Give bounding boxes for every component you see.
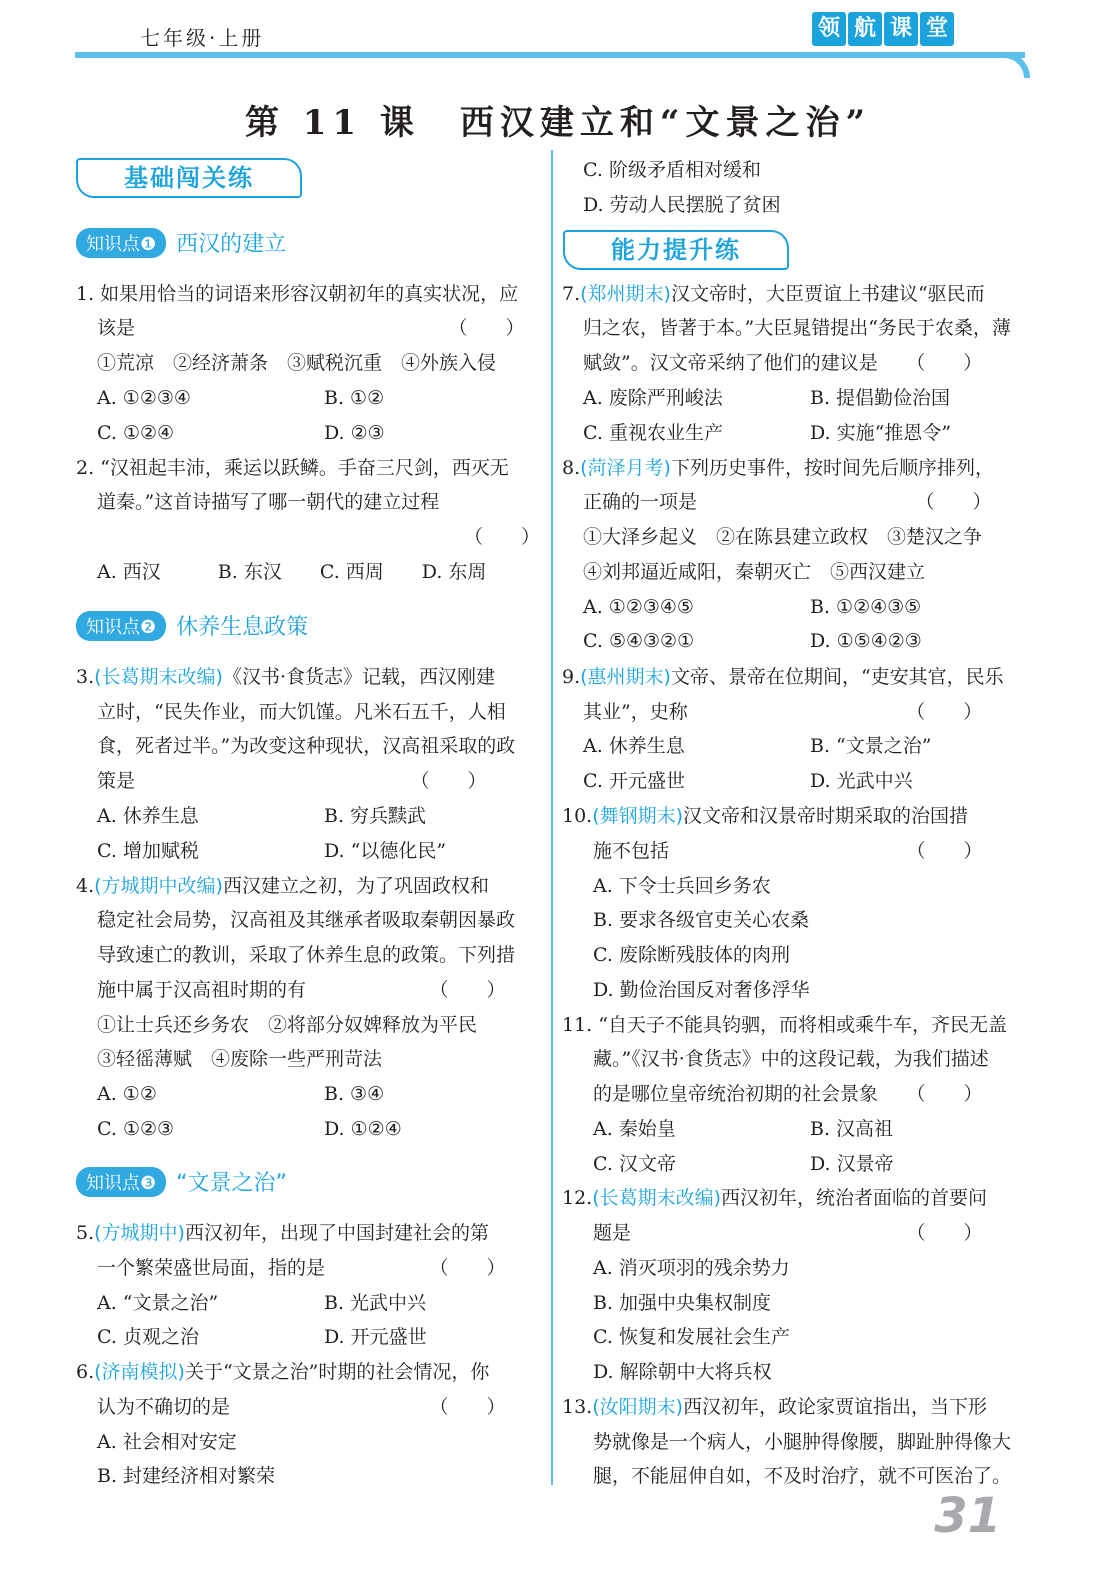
- question-line: [76, 1221, 489, 1245]
- question-source: (舞钢期末): [592, 805, 684, 827]
- knowledge-point-3: [76, 1166, 287, 1197]
- question-line: 1. 如果用恰当的词语来形容汉朝初年的真实状况，应: [76, 283, 519, 305]
- question-source: (汝阳期末): [592, 1396, 684, 1418]
- option: B. ③④: [324, 1083, 385, 1105]
- question-line: 腿，不能屈伸自如，不及时治疗，就不可医治了。: [593, 1465, 1012, 1487]
- option: A. 休养生息: [97, 805, 199, 827]
- question-text: 《汉书·食货志》记载，西汉刚建: [222, 666, 496, 688]
- question-text: 西汉初年，统治者面临的首要问: [721, 1187, 988, 1209]
- option: C. 重视农业生产: [583, 422, 723, 444]
- option: D. 汉景帝: [810, 1153, 894, 1175]
- option: D. 勤俭治国反对奢侈浮华: [593, 979, 810, 1001]
- option: D. ①②④: [324, 1118, 402, 1140]
- option: B. 提倡勤俭治国: [810, 387, 951, 409]
- option: A. ①②: [97, 1083, 157, 1105]
- brand-char: 领: [812, 12, 846, 46]
- question-text: 西汉初年，出现了中国封建社会的第: [184, 1222, 489, 1244]
- option: C. 阶级矛盾相对缓和: [583, 159, 761, 181]
- question-number: 3.: [76, 666, 95, 688]
- question-source: (方城期中): [94, 1222, 185, 1244]
- question-line: 势就像是一个病人，小腿肿得像腰，脚趾肿得像大: [593, 1431, 1012, 1453]
- kp-name: “文景之治”: [176, 1171, 287, 1196]
- brand-char: 航: [848, 12, 882, 46]
- question-number: 8.: [562, 457, 581, 479]
- question-line: 认为不确切的是 （ ）: [97, 1396, 506, 1418]
- question-source: (长葛期末改编): [94, 666, 223, 688]
- section-banner-advanced: 能力提升练: [563, 230, 789, 270]
- option: B. 要求各级官吏关心农桑: [593, 909, 810, 931]
- question-line: 正确的一项是 （ ）: [583, 491, 992, 513]
- question-line: 食，死者过半。”为改变这种现状，汉高祖采取的政: [97, 735, 516, 757]
- question-line: 一个繁荣盛世局面，指的是 （ ）: [97, 1257, 506, 1279]
- question-number: 4.: [76, 875, 95, 897]
- option: C. 汉文帝: [593, 1153, 676, 1175]
- option: C. ①②④: [97, 422, 175, 444]
- question-line: 的是哪位皇帝统治初期的社会景象 （ ）: [593, 1083, 983, 1105]
- question-source: (惠州期末): [580, 666, 671, 688]
- question-line: 11. “自天子不能具钧驷，而将相或乘牛车，齐民无盖: [562, 1014, 1007, 1036]
- question-number: 12.: [562, 1187, 593, 1209]
- option: A. 消灭项羽的残余势力: [593, 1257, 790, 1279]
- question-source: (济南模拟): [94, 1361, 185, 1383]
- column-divider: [551, 150, 553, 1485]
- question-line: 施中属于汉高祖时期的有 （ ）: [97, 979, 506, 1001]
- question-line: 道秦。”这首诗描写了哪一朝代的建立过程: [97, 491, 440, 513]
- question-source: (菏泽月考): [580, 457, 671, 479]
- question-line: 导致速亡的教训，采取了休养生息的政策。下列措: [97, 944, 516, 966]
- kp-tag: 知识点❸: [76, 1167, 166, 1197]
- option: D. 劳动人民摆脱了贫困: [583, 194, 781, 216]
- brand-char: 堂: [920, 12, 954, 46]
- brand-logo: [812, 12, 954, 46]
- question-line: [562, 456, 994, 480]
- option: C. ①②③: [97, 1118, 175, 1140]
- question-line: ①让士兵还乡务农 ②将部分奴婢释放为平民: [97, 1014, 478, 1036]
- option: D. ①⑤④②③: [810, 630, 922, 652]
- option: B. ①②: [324, 387, 385, 409]
- option: A. 废除严刑峻法: [583, 387, 723, 409]
- question-line: 施不包括 （ ）: [593, 840, 983, 862]
- question-source: (方城期中改编): [94, 875, 223, 897]
- question-line: ①荒凉 ②经济萧条 ③赋税沉重 ④外族入侵: [97, 352, 497, 374]
- question-line: 归之农，皆著于本。”大臣晁错提出“务民于农桑，薄: [583, 317, 1011, 339]
- question-line: [562, 282, 985, 306]
- question-text: 下列历史事件，按时间先后顺序排列，: [670, 457, 994, 479]
- question-number: 6.: [76, 1361, 95, 1383]
- option: A. 社会相对安定: [97, 1431, 237, 1453]
- option: C. 开元盛世: [583, 770, 685, 792]
- question-text: 关于“文景之治”时期的社会情况，你: [184, 1361, 490, 1383]
- question-line: [562, 1395, 987, 1419]
- question-line: 该是 （ ）: [97, 317, 525, 339]
- option: B. 汉高祖: [810, 1118, 894, 1140]
- question-text: 西汉初年，政论家贾谊指出，当下形: [683, 1396, 988, 1418]
- question-text: 西汉建立之初，为了巩固政权和: [222, 875, 489, 897]
- option: A. “文景之治”: [97, 1292, 219, 1314]
- kp-name: 西汉的建立: [176, 232, 287, 257]
- section-banner-basic: 基础闯关练: [76, 158, 302, 198]
- question-source: (长葛期末改编): [592, 1187, 722, 1209]
- option: D. 开元盛世: [324, 1326, 427, 1348]
- option: D. 解除朝中大将兵权: [593, 1361, 772, 1383]
- question-line: ③轻徭薄赋 ④废除一些严刑苛法: [97, 1048, 383, 1070]
- option: D. 实施“推恩令”: [810, 422, 952, 444]
- option: C. 增加赋税: [97, 840, 199, 862]
- question-line: 策是 （ ）: [97, 770, 487, 792]
- question-text: 文帝、景帝在位期间，“吏安其官，民乐: [670, 666, 1004, 688]
- question-line: ①大泽乡起义 ②在陈县建立政权 ③楚汉之争: [583, 526, 983, 548]
- option: D. “以德化民”: [324, 840, 447, 862]
- knowledge-point-1: [76, 227, 286, 258]
- knowledge-point-2: [76, 610, 308, 641]
- question-source: (郑州期末): [580, 283, 671, 305]
- option: C. 恢复和发展社会生产: [593, 1326, 790, 1348]
- option: B. 穷兵黩武: [324, 805, 427, 827]
- brand-char: 课: [884, 12, 918, 46]
- option: C. 贞观之治: [97, 1326, 199, 1348]
- question-number: 9.: [562, 666, 581, 688]
- question-line: 立时，“民失作业，而大饥馑。凡米石五千，人相: [97, 701, 506, 723]
- question-line: 题是 （ ）: [593, 1222, 983, 1244]
- kp-tag: 知识点❶: [76, 228, 166, 258]
- kp-name: 休养生息政策: [176, 615, 309, 640]
- question-text: 汉文帝和汉景帝时期采取的治国措: [683, 805, 969, 827]
- option: A. 下令士兵回乡务农: [593, 875, 771, 897]
- question-line: 2. “汉祖起丰沛，乘运以跃鳞。手奋三尺剑，西灭无: [76, 457, 509, 479]
- option: B. “文景之治”: [810, 735, 932, 757]
- question-line: 稳定社会局势，汉高祖及其继承者吸取秦朝因暴政: [97, 909, 516, 931]
- question-number: 10.: [562, 805, 593, 827]
- question-line: 藏。”《汉书·食货志》中的这段记载，为我们描述: [593, 1048, 989, 1070]
- option: D. 光武中兴: [810, 770, 913, 792]
- question-number: 13.: [562, 1396, 593, 1418]
- option: B. 封建经济相对繁荣: [97, 1465, 276, 1487]
- kp-tag: 知识点❷: [76, 611, 166, 641]
- option: A. 休养生息: [583, 735, 685, 757]
- option: A. ①②③④: [97, 387, 191, 409]
- option: B. 光武中兴: [324, 1292, 427, 1314]
- lesson-title: 第 11 课 西汉建立和“文景之治”: [244, 103, 872, 143]
- option: C. 废除断残肢体的肉刑: [593, 944, 790, 966]
- question-line: ④刘邦逼近咸阳，秦朝灭亡 ⑤西汉建立: [583, 561, 926, 583]
- grade-label: 七年级·上册: [140, 26, 265, 50]
- options-row: A. 西汉 B. 东汉 C. 西周 D. 东周: [97, 561, 487, 583]
- option: C. ⑤④③②①: [583, 630, 695, 652]
- question-line: [562, 1186, 987, 1210]
- question-line: [76, 665, 495, 689]
- question-line: 赋敛”。汉文帝采纳了他们的建议是 （ ）: [583, 352, 983, 374]
- question-line: [76, 874, 489, 898]
- question-number: 5.: [76, 1222, 95, 1244]
- question-text: 汉文帝时，大臣贾谊上书建议“驱民而: [670, 283, 985, 305]
- question-line: 其业”，史称 （ ）: [583, 701, 983, 723]
- option: D. ②③: [324, 422, 385, 444]
- option: B. ①②④③⑤: [810, 596, 922, 618]
- question-line: [562, 804, 968, 828]
- header-rule: [75, 52, 1025, 58]
- question-line: [562, 665, 1004, 689]
- page-number: 31: [934, 1488, 1001, 1544]
- option: A. ①②③④⑤: [583, 596, 694, 618]
- option: A. 秦始皇: [593, 1118, 676, 1140]
- question-line: [76, 1360, 489, 1384]
- answer-bracket: （ ）: [464, 526, 541, 548]
- question-number: 7.: [562, 283, 581, 305]
- option: B. 加强中央集权制度: [593, 1292, 772, 1314]
